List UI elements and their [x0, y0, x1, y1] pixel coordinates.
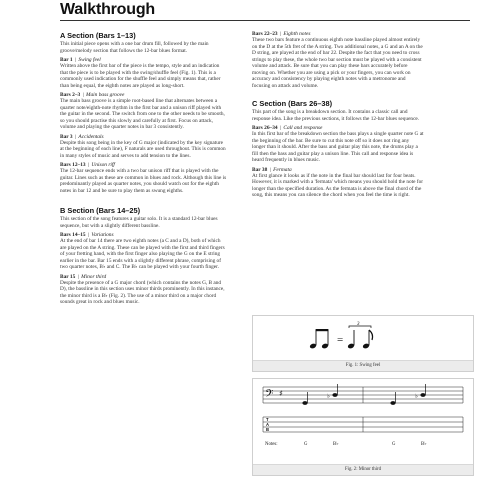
- subsection-bars: Bars 26–34: [252, 125, 278, 131]
- minor-third-notation-svg: [253, 379, 473, 463]
- bass-staff: [263, 387, 463, 403]
- subsection-bars: Bar 3: [60, 133, 73, 140]
- subsection-text: The main bass groove is a simple root-based line that alternates between a quarter note/eighth-note rhythm in the first bar and a unison riff played with the guitar in the second. The switch from one to the other needs to be smooth, so you should practise this slowly and carefully at first. Focus on attack, volume and playing the quarter notes in bar 3 consistently.: [60, 98, 225, 130]
- subsection-bars: Bars 12–13: [60, 162, 86, 168]
- figure-2-caption: Fig. 2: Minor third: [253, 464, 473, 475]
- note-name: B♭: [333, 442, 339, 447]
- subsection-bars: Bar 38: [252, 166, 268, 173]
- tab-notes-label: Notes:: [265, 442, 278, 447]
- section-b-heading: B Section (Bars 14–25): [60, 206, 141, 215]
- subsection-text: At first glance it looks as if the note in the final bar should last for four beats. However, it is marked with a 'fermata' which means you should hold the note for longer than the specified duration. As the fermata is above the final chord of the song, this means you can silence the chord when you feel the time is right.: [252, 172, 424, 198]
- subsection-heading: Bar 15 | Minor third: [60, 273, 107, 280]
- note-name: G: [392, 442, 396, 447]
- subsection-label: Main bass groove: [86, 92, 125, 98]
- section-a-intro: This initial piece opens with a one bar drum fill, followed by the main groove/melody section that follows the 12-bar blues format.: [60, 41, 209, 54]
- subsection-text: Despite the presence of a G major chord (which contains the notes G, B and D), the bassline in this section uses minor thirds prominently. In this instance, the minor third is a B♭ (Fig. 2). The use of a minor third on a major chord sounds great in rock and blues music.: [60, 279, 225, 305]
- subsection-text: In this first bar of the breakdown section the bass plays a single quarter note G at the beginning of the bar. Be sure to cut this note off so it does not ring any longer than it should. After the bass and guitar play this note, the drums play a fill then the bass and guitar play a unison line. This call and response idea is heard frequently in blues music.: [252, 131, 424, 163]
- note-name: B♭: [421, 442, 427, 447]
- subsection-heading: Bars 12–13 | Unison riff: [60, 162, 115, 168]
- figure-1-caption: Fig. 1: Swing feel: [253, 360, 473, 371]
- tab-staff: [263, 417, 463, 432]
- subsection-text: These two bars feature a continuous eighth note bassline played almost entirely on the D at the 5th fret of the A string. Two additional notes, a G and an A on the D string, are played at the end of bar 22. Despite the fact that you need to cross strings to play these, the whole two bar section must be played with a consistent volume and attack. Be sure that you can play these bars accurately before moving on. Whether you are using a pick or your fingers, you can work on accuracy and consistency by playing eighth notes with a metronome and focusing on attack and volume.: [252, 37, 423, 89]
- subsection-text: The 12-bar sequence ends with a two bar unison riff that is played with the guitar. Lines such as these are common in blues and rock. Although this line is predominantly played as quarter notes, you should watch out for the eighth notes in bar 12 and be sure to play them as swung eighths.: [60, 168, 227, 194]
- subsection-label: Swing feel: [78, 57, 101, 63]
- minor-third-notation: [253, 379, 473, 464]
- subsection-label: Accidentals: [78, 133, 104, 140]
- tab-clef-icon: [266, 417, 269, 432]
- figure-1: [252, 315, 474, 372]
- svg-text:♭: ♭: [327, 393, 330, 400]
- subsection-label: Eighth notes: [283, 31, 311, 37]
- bass-clef-icon: 𝄢: [265, 388, 274, 403]
- subsection-label: Call and response: [283, 125, 323, 131]
- section-c-intro: This part of the song is a breakdown section. It contains a classic call and response idea. Like the previous sections, it follows the 12-bar blues sequence.: [252, 109, 420, 122]
- subsection-heading: Bar 1 | Swing feel: [60, 57, 101, 63]
- subsection-heading: Bar 38 | Fermata: [252, 166, 292, 173]
- subsection-label: Minor third: [81, 273, 107, 280]
- figure-2: [252, 378, 474, 476]
- section-a-heading: A Section (Bars 1–13): [60, 31, 136, 40]
- subsection-bars: Bars 14–15: [60, 232, 86, 238]
- subsection-heading: Bars 2–3 | Main bass groove: [60, 92, 125, 98]
- svg-text:3: 3: [357, 322, 360, 327]
- key-signature-sharp-icon: ♯: [279, 389, 283, 398]
- subsection-heading: Bars 22–23 | Eighth notes: [252, 31, 311, 37]
- equals-sign: =: [337, 334, 344, 346]
- subsection-label: Variations: [91, 232, 114, 238]
- subsection-heading: Bars 26–34 | Call and response: [252, 125, 323, 131]
- subsection-heading: Bar 3 | Accidentals: [60, 133, 104, 140]
- subsection-bars: Bars 22–23: [252, 31, 278, 37]
- subsection-bars: Bar 15: [60, 273, 76, 280]
- section-c-heading: C Section (Bars 26–38): [252, 99, 333, 108]
- title-rule: [60, 20, 470, 21]
- subsection-text: Written above the first bar of the piece is the tempo, style and an indication that the piece is to be played with the swing/shuffle feel (Fig. 1). This is a commonly used indication for the shuffle feel and simply means that, rather than being equal, the eighth notes are played as long-short.: [60, 63, 221, 89]
- subsection-text: Despite this song being in the key of G major (indicated by the key signature at the beginning of each line), F naturals are used throughout. This is common in many styles of music and serves to add tension to the lines.: [60, 139, 226, 159]
- page-title: Walkthrough: [60, 1, 155, 18]
- section-b-intro: This section of the song features a guitar solo. It is a standard 12-bar blues sequence, but with a slightly different bassline.: [60, 216, 218, 229]
- svg-text:A: A: [266, 422, 270, 427]
- svg-text:B: B: [266, 427, 270, 432]
- subsection-label: Fermata: [273, 166, 292, 173]
- swing-notation: [253, 316, 473, 360]
- subsection-bars: Bars 2–3: [60, 92, 81, 98]
- svg-text:T: T: [266, 417, 269, 422]
- swing-notation-svg: [253, 316, 473, 360]
- beamed-eighths-symbol: [309, 329, 329, 349]
- triplet-swing-symbol: [347, 322, 372, 349]
- subsection-text: At the end of bar 14 there are two eighth notes (a C and a D), both of which are played on the A string. These can be played with the first and third fingers of your fretting hand, with the first finger also playing the G on the E string earlier in the bar. Bar 15 ends with a slightly different phrase, comprising of two quarter notes, B♭ and C. The B♭ can be played with your fourth finger.: [60, 238, 225, 270]
- right-column: [252, 24, 424, 199]
- subsection-heading: Bars 14–15 | Variations: [60, 232, 114, 238]
- note-name: G: [304, 442, 308, 447]
- svg-text:♭: ♭: [415, 393, 418, 400]
- subsection-bars: Bar 1: [60, 57, 73, 63]
- subsection-label: Unison riff: [91, 162, 115, 168]
- left-column: [60, 24, 228, 306]
